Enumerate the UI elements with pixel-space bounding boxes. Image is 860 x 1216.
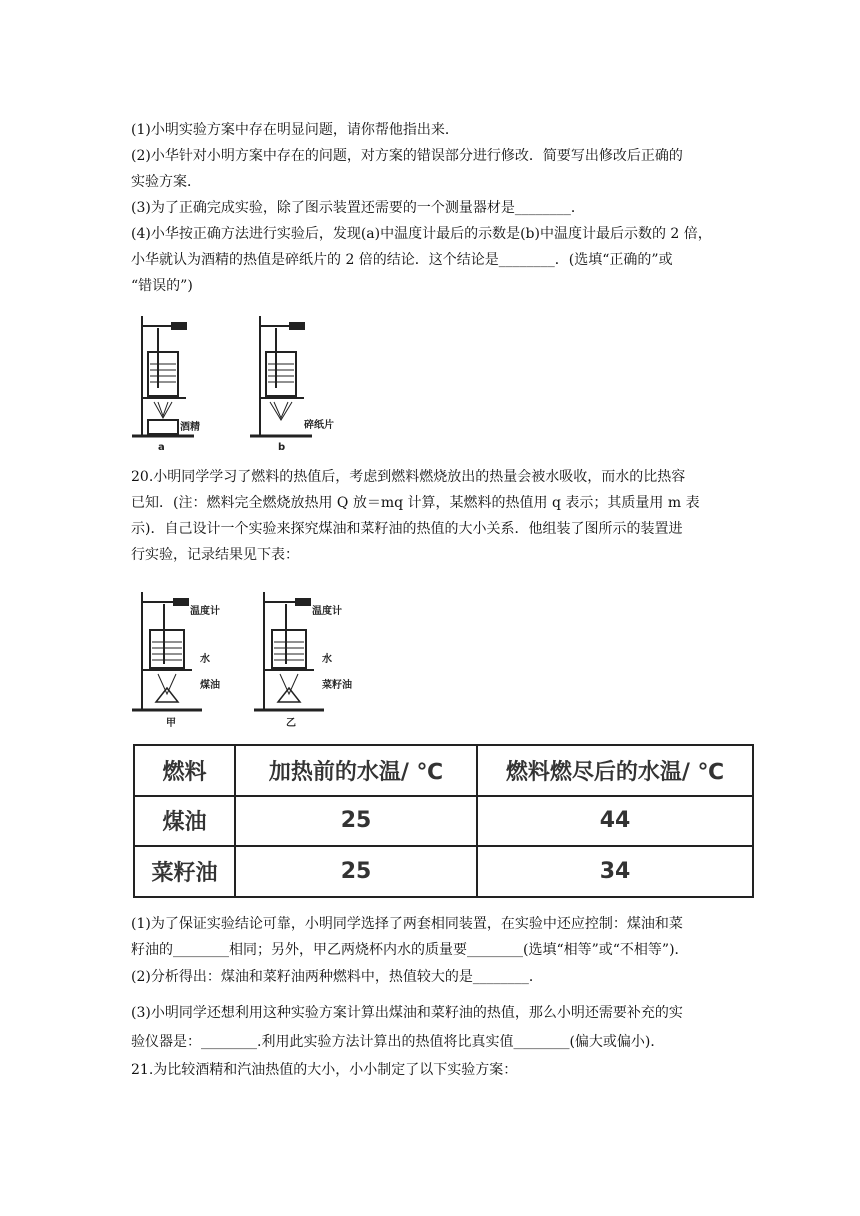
figure-jia-caption: 甲 <box>166 718 176 729</box>
table-header-row <box>134 745 753 796</box>
q20-question-1-line2: 籽油的________相同；另外，甲乙两烧杯内水的质量要________(选填“相等”或“不相等”)． <box>131 942 689 958</box>
table-cell: 煤油 <box>134 796 235 847</box>
q19-item-4-line2: 小华就认为酒精的热值是碎纸片的 2 倍的结论．这个结论是________．(选填“正确的”或 <box>131 252 673 268</box>
table-cell: 34 <box>477 846 753 897</box>
table-cell: 菜籽油 <box>134 846 235 897</box>
figure-yi-caption: 乙 <box>286 718 296 729</box>
figure-yi-fuel-label: 菜籽油 <box>322 680 352 691</box>
q19-item-2-line1: (2)小华针对小明方案中存在的问题，对方案的错误部分进行修改．简要写出修改后正确的 <box>131 148 683 164</box>
q19-item-2-line2: 实验方案． <box>131 174 201 190</box>
table-header-cell: 燃料燃尽后的水温/ ℃ <box>477 745 753 796</box>
apparatus-b <box>250 316 312 436</box>
q20-intro-line4: 行实验，记录结果见下表： <box>131 547 299 563</box>
figure-b-fuel-label: 碎纸片 <box>304 420 334 431</box>
table-cell: 25 <box>235 846 477 897</box>
figure-jia-fuel-label: 煤油 <box>200 680 220 691</box>
figure-jia-thermometer-label: 温度计 <box>190 606 220 617</box>
q20-intro-line2: 已知．(注：燃料完全燃烧放热用 Q 放＝mq 计算，某燃料的热值用 q 表示；其质量用 m 表 <box>131 495 700 511</box>
q20-question-3-line2: 验仪器是：________.利用此实验方法计算出的热值将比真实值________(偏大或偏小)． <box>131 1034 665 1050</box>
table-cell: 25 <box>235 796 477 847</box>
q20-intro-line3: 示)．自己设计一个实验来探究煤油和菜籽油的热值的大小关系．他组装了图所示的装置进 <box>131 521 683 537</box>
table-row <box>134 846 753 897</box>
q19-item-4-line3: “错误的”) <box>131 278 193 294</box>
figure-yi-thermometer-label: 温度计 <box>312 606 342 617</box>
q19-item-1: (1)小明实验方案中存在明显问题，请你帮他指出来． <box>131 122 459 138</box>
q19-item-4-line1: (4)小华按正确方法进行实验后，发现(a)中温度计最后的示数是(b)中温度计最后示数的 2 倍， <box>131 226 712 242</box>
q20-question-2: (2)分析得出：煤油和菜籽油两种燃料中，热值较大的是________． <box>131 969 543 985</box>
q20-question-3-line1: (3)小明同学还想利用这种实验方案计算出煤油和菜籽油的热值，那么小明还需要补充的实 <box>131 1005 683 1021</box>
apparatus-a <box>132 316 194 436</box>
figure-yi-water-label: 水 <box>322 654 332 665</box>
figure-jia-water-label: 水 <box>200 654 210 665</box>
q20-intro-line1: 20.小明同学学习了燃料的热值后，考虑到燃料燃烧放出的热量会被水吸收，而水的比热容 <box>131 469 686 485</box>
figure-a-caption: a <box>158 442 165 453</box>
q19-item-3: (3)为了正确完成实验，除了图示装置还需要的一个测量器材是________． <box>131 200 585 216</box>
table-header-cell: 燃料 <box>134 745 235 796</box>
figure-a-fuel-label: 酒精 <box>180 422 200 433</box>
q20-results-table <box>133 744 752 898</box>
figure-b-caption: b <box>278 442 286 453</box>
q20-question-1-line1: (1)为了保证实验结论可靠，小明同学选择了两套相同装置，在实验中还应控制：煤油和菜 <box>131 916 683 932</box>
q21-intro: 21.为比较酒精和汽油热值的大小，小小制定了以下实验方案： <box>131 1062 518 1078</box>
table-cell: 44 <box>477 796 753 847</box>
q19-figure-apparatus <box>128 308 358 458</box>
table-row <box>134 796 753 847</box>
table-header-cell: 加热前的水温/ ℃ <box>235 745 477 796</box>
q20-figure-apparatus <box>128 584 368 734</box>
